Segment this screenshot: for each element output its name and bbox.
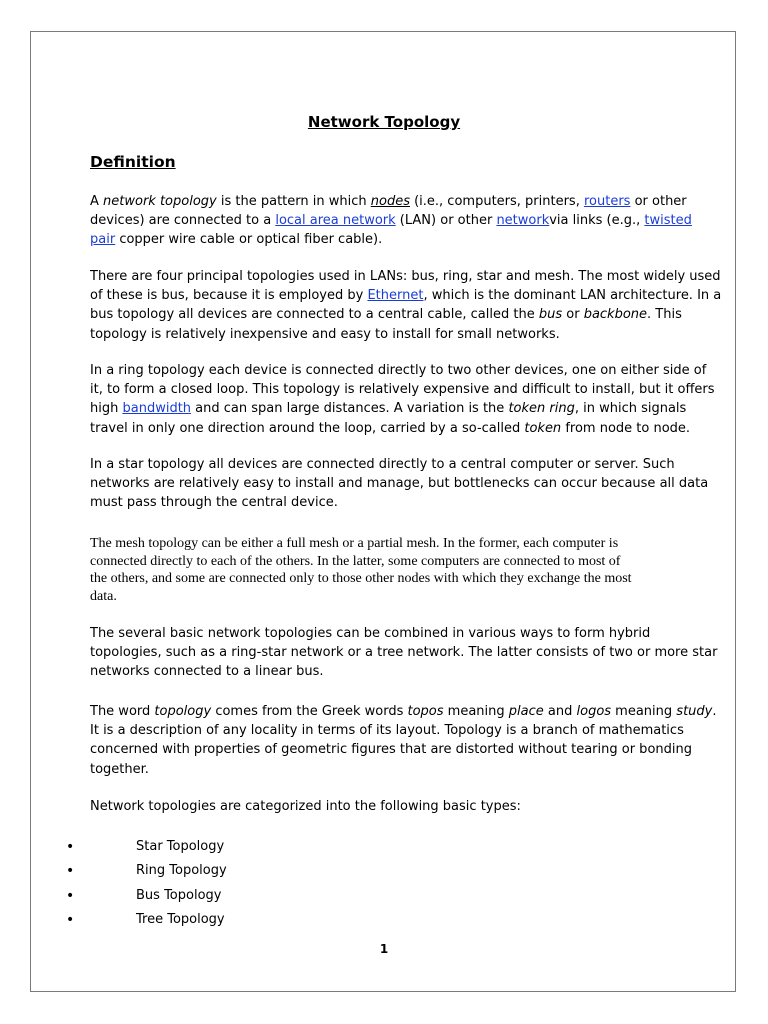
text-run: . This: [647, 307, 682, 323]
paragraph-topology-etymology: [90, 702, 717, 779]
text-run: The word: [90, 704, 155, 719]
text-run-italic: network topology: [103, 194, 217, 209]
list-item: Ring Topology: [136, 863, 227, 878]
link-twisted-pair[interactable]: twisted: [644, 213, 692, 229]
text-run: , which is the dominant LAN architecture. In a: [423, 288, 722, 304]
text-run-italic: study: [676, 704, 713, 719]
text-run: is the pattern in which: [216, 194, 371, 209]
text-run-italic: topology: [154, 704, 212, 719]
paragraph-hybrid-topologies: [90, 624, 718, 682]
text-run: devices) are connected to a: [90, 213, 276, 229]
text-line: [90, 230, 682, 249]
document-title: Network Topology: [307, 113, 461, 131]
text-line: concerned with properties of geometric figures that are distorted without tearing or bonding: [90, 742, 692, 758]
text-line: The mesh topology can be either a full mesh or a partial mesh. In the former, each computer is: [90, 536, 619, 551]
text-run: , in which signals: [574, 401, 687, 417]
text-run: via links (e.g.,: [549, 213, 645, 229]
text-line: networks are relatively easy to install and manage, but bottlenecks can occur because all data: [90, 476, 709, 492]
text-line: [90, 419, 691, 438]
nodes-term: nodes: [370, 194, 410, 209]
text-line: [90, 286, 722, 305]
text-line: In a star topology all devices are connected directly to a central computer or server. Such: [90, 457, 675, 472]
link-network[interactable]: network: [496, 213, 550, 229]
text-line: In a ring topology each device is connected directly to two other devices, one on either side of: [90, 363, 707, 378]
text-line: Network topologies are categorized into the following basic types:: [90, 799, 521, 814]
text-run: and can span large distances. A variation is the: [191, 401, 509, 417]
bullet-icon: •: [66, 863, 75, 879]
text-line: data.: [90, 588, 117, 604]
text-line: [90, 399, 687, 418]
text-line: The several basic network topologies can be combined in various ways to form hybrid: [90, 626, 651, 641]
text-line: [90, 192, 687, 211]
text-run-italic: topos: [407, 704, 444, 719]
text-line: [90, 305, 682, 324]
text-line: [90, 211, 692, 230]
link-local-area-network[interactable]: local area network: [275, 213, 396, 229]
text-run: or other: [630, 194, 687, 209]
text-run: A: [90, 194, 104, 209]
link-twisted-pair-cont[interactable]: pair: [90, 232, 116, 248]
text-run: comes from the Greek words: [211, 704, 408, 719]
link-bandwidth[interactable]: bandwidth: [122, 401, 192, 417]
text-run-italic: token: [524, 420, 562, 436]
text-run-italic: place: [508, 704, 544, 719]
paragraph-star-topology: [90, 455, 709, 513]
text-line: the others, and some are connected only to those other nodes with which they exchange the most: [90, 571, 632, 586]
text-line: must pass through the central device.: [90, 495, 338, 511]
section-heading-definition: Definition: [90, 153, 176, 171]
text-run: meaning: [611, 704, 677, 719]
link-ethernet[interactable]: Ethernet: [367, 288, 424, 304]
text-run: of these is bus, because it is employed by: [90, 288, 368, 304]
text-run-italic: bus: [538, 307, 563, 323]
bullet-icon: •: [66, 839, 75, 855]
text-run: bus topology all devices are connected to a central cable, called the: [90, 307, 539, 323]
paragraph-topologies-overview: [90, 267, 722, 344]
text-line: connected directly to each of the others. In the latter, some computers are connected to most of: [90, 553, 621, 569]
text-line: topology is relatively inexpensive and easy to install for small networks.: [90, 326, 560, 342]
text-run: or: [562, 307, 584, 323]
text-run-italic: backbone: [583, 307, 648, 323]
paragraph-ring-topology: [90, 361, 715, 438]
paragraph-definition: [90, 192, 692, 250]
list-item: Bus Topology: [136, 888, 222, 903]
text-run: .: [712, 704, 717, 719]
link-routers[interactable]: routers: [583, 194, 631, 209]
text-line: topologies, such as a ring-star network or a tree network. The latter consists of two or more star: [90, 645, 718, 661]
text-run: copper wire cable or optical fiber cable).: [115, 232, 383, 248]
text-line: it, to form a closed loop. This topology is relatively expensive and difficult to install, but it offers: [90, 382, 715, 398]
text-run-italic: logos: [576, 704, 612, 719]
text-run: travel in only one direction around the loop, carried by a so-called: [90, 420, 525, 436]
text-run: and: [543, 704, 577, 719]
text-line: It is a description of any locality in terms of its layout. Topology is a branch of mathematics: [90, 723, 684, 739]
paragraph-mesh-topology: [90, 535, 682, 605]
text-line: together.: [90, 761, 149, 777]
list-item: Star Topology: [136, 839, 225, 854]
text-run: from node to node.: [561, 420, 691, 436]
page-number: 1: [379, 942, 389, 956]
text-run: (i.e., computers, printers,: [409, 194, 584, 209]
text-line: [90, 702, 717, 721]
list-item: Tree Topology: [136, 912, 225, 927]
text-run: high: [90, 401, 123, 417]
bullet-icon: •: [66, 912, 75, 928]
text-run: (LAN) or other: [395, 213, 497, 229]
text-run-italic: token ring: [508, 401, 575, 417]
text-line: networks connected to a linear bus.: [90, 664, 324, 680]
paragraph-types-intro: [90, 797, 682, 816]
text-run: meaning: [443, 704, 509, 719]
text-line: There are four principal topologies used in LANs: bus, ring, star and mesh. The most widely used: [90, 269, 721, 284]
bullet-icon: •: [66, 888, 75, 904]
